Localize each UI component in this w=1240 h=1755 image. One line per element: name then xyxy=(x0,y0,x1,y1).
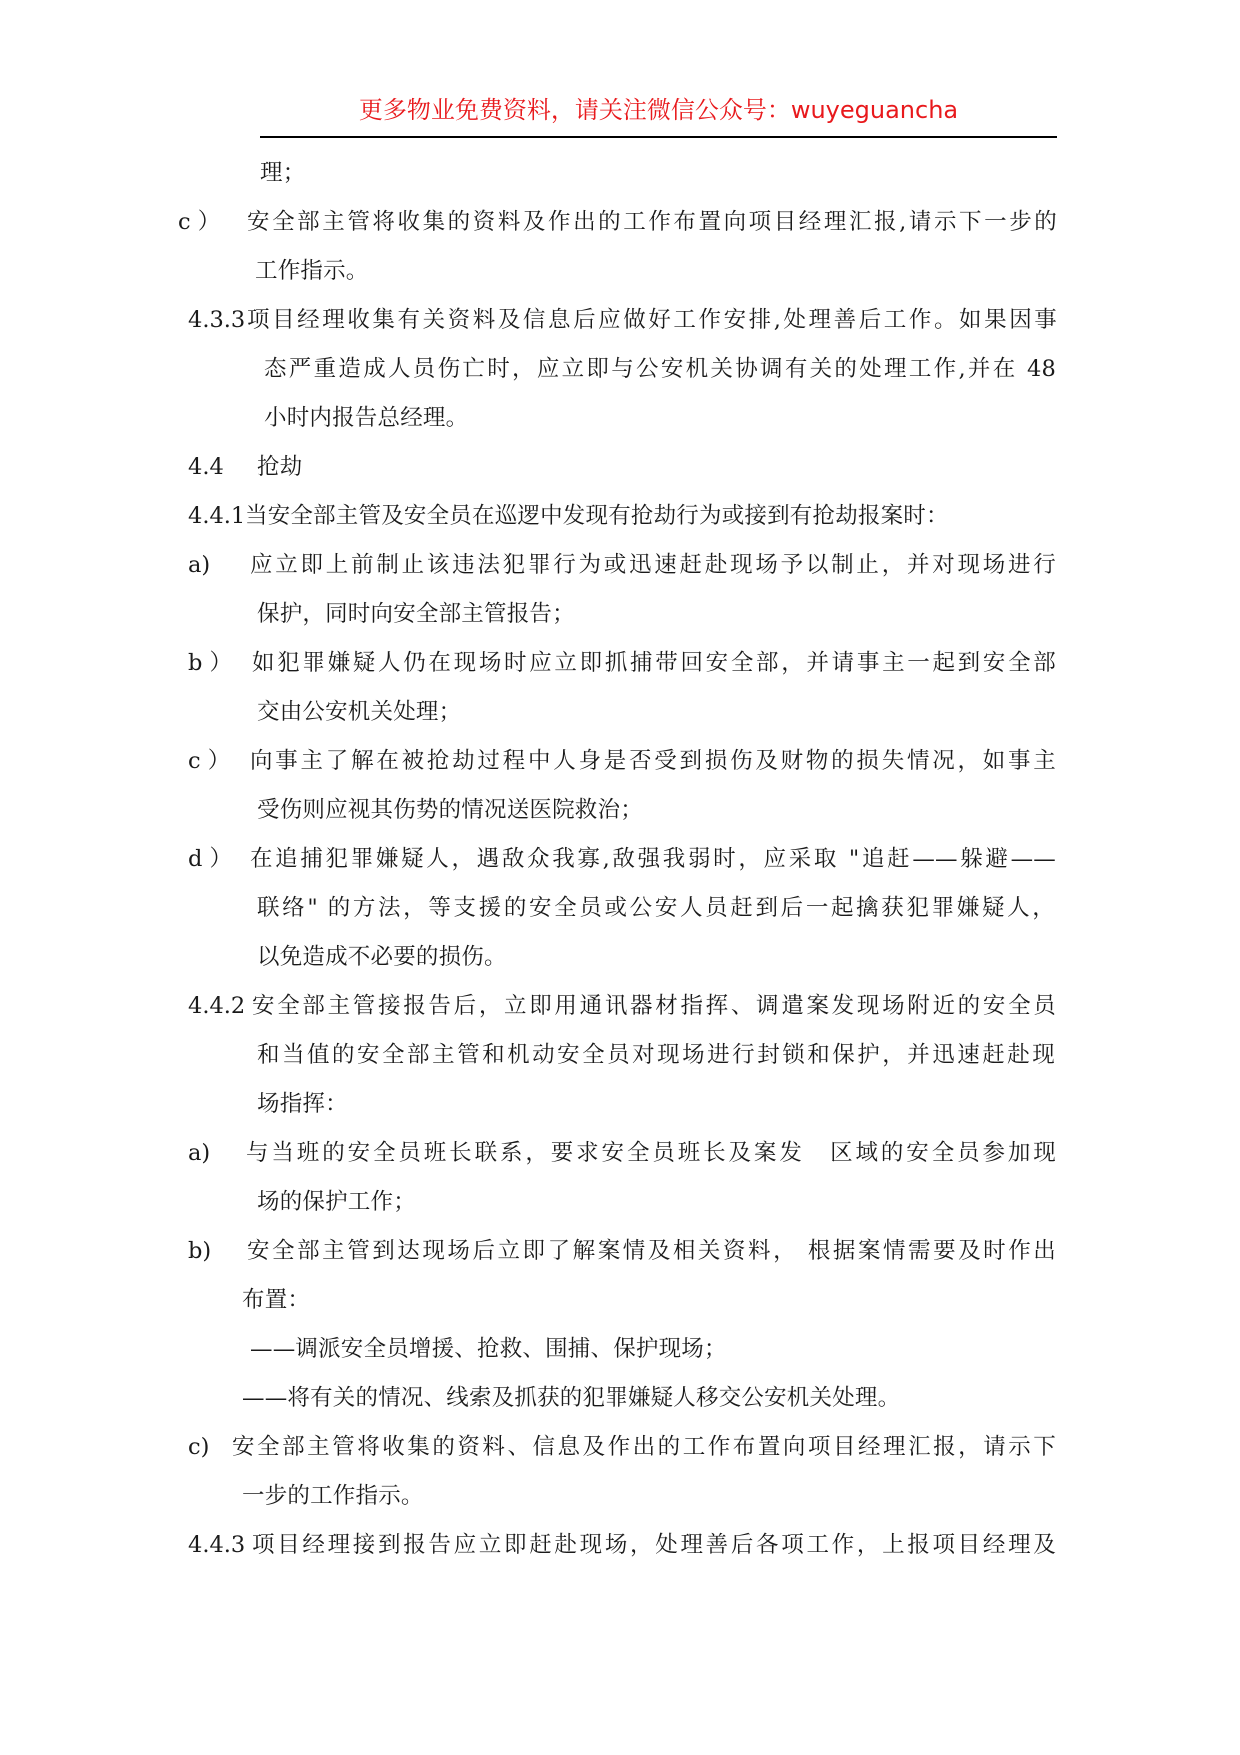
text-line xyxy=(260,157,960,189)
item-marker: a) xyxy=(188,552,211,578)
item-marker: b ） xyxy=(188,650,233,676)
section-number: 4.4.1 xyxy=(188,503,246,529)
text-line xyxy=(257,794,957,826)
text-line xyxy=(257,1186,957,1218)
line-text: 工作指示。 xyxy=(255,258,369,284)
line-text: 一步的工作指示。 xyxy=(242,1483,424,1509)
line-text: 态严重造成人员伤亡时，应立即与公安机关协调有关的处理工作,并在 48 xyxy=(264,356,1056,382)
item-marker: c ） xyxy=(188,748,231,774)
text-line xyxy=(257,1039,1057,1071)
text-line xyxy=(188,1235,1058,1267)
text-line xyxy=(188,500,1058,532)
text-line xyxy=(178,206,1058,238)
text-line xyxy=(242,1382,1032,1414)
section-number: 4.4 xyxy=(188,454,224,480)
line-text: 保护，同时向安全部主管报告； xyxy=(257,601,575,627)
text-line xyxy=(264,353,1058,385)
text-line xyxy=(257,941,957,973)
text-line xyxy=(188,1431,1058,1463)
line-text: 场的保护工作； xyxy=(257,1189,416,1215)
item-marker: b) xyxy=(188,1238,212,1264)
section-number: 4.3.3 xyxy=(188,307,246,333)
line-text: ——将有关的情况、线索及抓获的犯罪嫌疑人移交公安机关处理。 xyxy=(242,1385,901,1411)
line-text: 安全部主管接报告后，立即用通讯器材指挥、调遣案发现场附近的安全员 xyxy=(252,993,1056,1019)
text-line xyxy=(188,304,1058,336)
line-text: 以免造成不必要的损伤。 xyxy=(257,944,507,970)
line-text: 交由公安机关处理； xyxy=(257,699,462,725)
text-line xyxy=(257,892,1057,924)
section-title: 抢劫 xyxy=(257,454,303,480)
item-marker: a) xyxy=(188,1140,211,1166)
text-line xyxy=(250,1333,1030,1365)
line-text: 如犯罪嫌疑人仍在现场时应立即抓捕带回安全部，并请事主一起到安全部 xyxy=(252,650,1056,676)
text-line xyxy=(242,1480,942,1512)
text-line xyxy=(188,647,1058,679)
text-line xyxy=(188,1137,1058,1169)
line-text: 当安全部主管及安全员在巡逻中发现有抢劫行为或接到有抢劫报案时： xyxy=(245,503,949,529)
line-text: 场指挥： xyxy=(257,1091,348,1117)
text-line xyxy=(188,745,1058,777)
text-line xyxy=(188,843,1058,875)
line-text: 在追捕犯罪嫌疑人，遇敌众我寡,敌强我弱时，应采取 "追赶——躲避—— xyxy=(250,846,1056,872)
line-text: 理； xyxy=(260,160,306,186)
text-line xyxy=(242,1284,942,1316)
line-text: 小时内报告总经理。 xyxy=(264,405,469,431)
text-line xyxy=(264,402,964,434)
text-line xyxy=(188,1529,1058,1561)
line-text: 和当值的安全部主管和机动安全员对现场进行封锁和保护，并迅速赶赴现 xyxy=(257,1042,1055,1068)
section-number: 4.4.3 xyxy=(188,1532,246,1558)
line-text: 项目经理接到报告应立即赶赴现场，处理善后各项工作，上报项目经理及 xyxy=(252,1532,1056,1558)
line-text: 安全部主管将收集的资料、信息及作出的工作布置向项目经理汇报，请示下 xyxy=(232,1434,1056,1460)
text-line xyxy=(257,1088,957,1120)
line-text: 联络" 的方法，等支援的安全员或公安人员赶到后一起擒获犯罪嫌疑人， xyxy=(257,895,1055,921)
line-text: 安全部主管到达现场后立即了解案情及相关资料， 根据案情需要及时作出 xyxy=(247,1238,1056,1264)
section-number: 4.4.2 xyxy=(188,993,246,1019)
line-text: 向事主了解在被抢劫过程中人身是否受到损伤及财物的损失情况，如事主 xyxy=(250,748,1056,774)
line-text: 受伤则应视其伤势的情况送医院救治； xyxy=(257,797,643,823)
text-line xyxy=(255,255,955,287)
line-text: 安全部主管将收集的资料及作出的工作布置向项目经理汇报,请示下一步的 xyxy=(247,209,1057,235)
header-notice: 更多物业免费资料，请关注微信公众号：wuyeguancha xyxy=(358,96,959,124)
item-marker: d ） xyxy=(188,846,233,872)
text-line xyxy=(257,598,957,630)
text-line xyxy=(257,696,957,728)
line-text: 布置： xyxy=(242,1287,311,1313)
line-text: 应立即上前制止该违法犯罪行为或迅速赶赴现场予以制止，并对现场进行 xyxy=(250,552,1056,578)
page-header xyxy=(260,92,1057,138)
item-marker: c ） xyxy=(178,209,221,235)
line-text: 项目经理收集有关资料及信息后应做好工作安排,处理善后工作。如果因事 xyxy=(247,307,1057,333)
item-marker: c) xyxy=(188,1434,210,1460)
text-line xyxy=(188,549,1058,581)
line-text: ——调派安全员增援、抢救、围捕、保护现场； xyxy=(250,1336,727,1362)
line-text: 与当班的安全员班长联系，要求安全员班长及案发 区域的安全员参加现 xyxy=(246,1140,1056,1166)
text-line xyxy=(188,451,588,483)
text-line xyxy=(188,990,1058,1022)
